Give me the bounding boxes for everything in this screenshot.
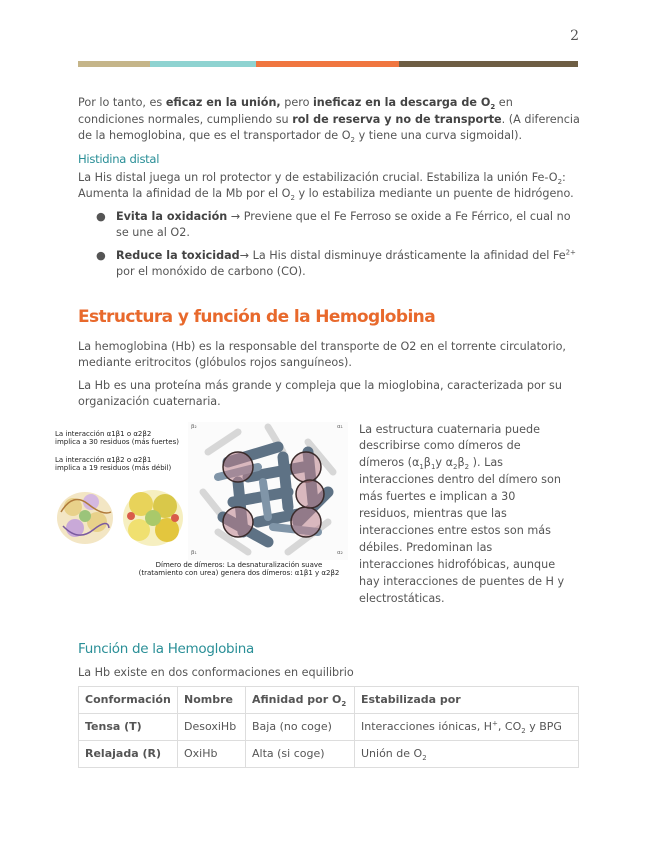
- table-header-row: [79, 686, 579, 713]
- dimer-ribbon-left-icon: [57, 492, 113, 544]
- bullet-icon: ●: [96, 248, 106, 262]
- text-run: La interacción α1β2 o α2β1: [55, 455, 152, 464]
- text-run: Por lo tanto, es: [78, 96, 166, 109]
- subscript: 2: [557, 177, 563, 186]
- funcion-heading: Función de la Hemoglobina: [78, 641, 254, 658]
- color-bar-segment: [78, 61, 150, 67]
- subscript: 2: [290, 194, 295, 203]
- histidina-paragraph: [78, 170, 580, 203]
- subscript: 2: [422, 754, 427, 763]
- subunit-label: β₁: [191, 549, 197, 556]
- text-run: Interacciones iónicas, H: [361, 720, 493, 734]
- text-run: (tratamiento con urea) genera dos dímeros: α1β1 y α2β2: [138, 569, 340, 577]
- table-cell: Relajada (R): [79, 740, 178, 767]
- table-cell: [355, 713, 579, 740]
- funcion-intro: La Hb existe en dos conformaciones en equilibrio: [78, 666, 354, 680]
- list-item: [78, 248, 580, 281]
- superscript: 2+: [565, 247, 576, 256]
- hemoglobina-paragraph-2: La Hb es una proteína más grande y compleja que la mioglobina, caracterizada por su organización cuaternaria.: [78, 378, 562, 408]
- subscript: 2: [452, 463, 458, 472]
- text-run: ). Las interacciones dentro del dímero son más fuertes e implican a 30 residuos, mientras que las interacciones entre estos son más débiles. Predominan las interacciones hidrofóbicas, aunque hay interacciones de puentes de H y electrostáticas.: [359, 456, 565, 605]
- intro-paragraph: [78, 95, 580, 145]
- bold-run: Reduce la toxicidad: [116, 248, 240, 262]
- page-number: 2: [570, 28, 579, 44]
- hemoglobin-figure-row: [55, 422, 580, 608]
- conformation-table: [78, 686, 579, 768]
- figure-caption: [133, 561, 345, 578]
- text-run: . (A diferencia de la hemoglobina, que es el transportador de O: [78, 112, 580, 142]
- text-run: implica a 19 residuos (más débil): [55, 464, 172, 472]
- subunit-label: β₂: [191, 423, 197, 430]
- bold-run: Evita la oxidación: [116, 209, 228, 223]
- color-bar-segment: [399, 61, 578, 67]
- small-protein-illustrations: [53, 482, 188, 552]
- text-run: y BPG: [525, 720, 562, 734]
- table-cell: Baja (no coge): [246, 713, 355, 740]
- hemoglobin-figure: [53, 422, 343, 582]
- text-run: y α: [435, 456, 453, 470]
- subscript: 2: [490, 103, 496, 112]
- text-run: en condiciones normales, cumpliendo su: [78, 96, 513, 126]
- subscript: 2: [341, 700, 347, 709]
- column-header: Estabilizada por: [355, 686, 579, 713]
- column-header: [246, 686, 355, 713]
- text-run: La estructura cuaternaria puede describirse como dímeros de dímeros (α: [359, 422, 540, 470]
- text-run: y tiene una curva sigmoidal).: [355, 129, 522, 142]
- text-run: y lo estabiliza mediante un puente de hidrógeno.: [294, 187, 574, 200]
- text-run: β: [423, 456, 431, 470]
- text-run: Dímero de dímeros: La desnaturalización suave: [155, 560, 323, 569]
- document-body: [55, 95, 580, 768]
- text-run: , CO: [497, 720, 522, 734]
- hemoglobina-paragraph-1: La hemoglobina (Hb) es la responsable del transporte de O2 en el torrente circulatorio, mediante eritrocitos (glóbulos rojos sanguíneos).: [78, 339, 566, 369]
- subscript: 1: [419, 463, 424, 472]
- hemoglobin-tetramer-structure: [188, 422, 348, 560]
- subscript: 2: [464, 463, 470, 472]
- figure-label-weak: [55, 456, 171, 473]
- text-run: Unión de O: [361, 747, 423, 761]
- bold-run: rol de reserva y no de transporte: [292, 112, 502, 126]
- subscript: 2: [521, 727, 526, 736]
- text-run: implica a 30 residuos (más fuertes): [55, 438, 179, 446]
- table-cell: DesoxiHb: [178, 713, 246, 740]
- text-run: La interacción α1β1 o α2β2: [55, 429, 152, 438]
- list-item: [78, 209, 580, 242]
- text-run: por el monóxido de carbono (CO).: [116, 265, 306, 278]
- quaternary-structure-text: [359, 422, 569, 608]
- tetramer-ribbon-right-icon: [123, 490, 183, 546]
- bold-run: eficaz en la unión,: [165, 96, 281, 109]
- table-row: [79, 713, 579, 740]
- table-cell: Alta (si coge): [246, 740, 355, 767]
- subunit-label: α₂: [337, 549, 343, 556]
- subscript: 1: [430, 463, 436, 472]
- table-row: [79, 740, 579, 767]
- text-run: La His distal juega un rol protector y de estabilización crucial. Estabiliza la unión Fe-O: [78, 170, 558, 184]
- text-run: Afinidad por O: [252, 693, 342, 707]
- column-header: Conformación: [79, 686, 178, 713]
- superscript: +: [492, 719, 498, 728]
- text-run: β: [457, 456, 465, 470]
- header-color-bar: [78, 61, 578, 67]
- hemoglobina-section-heading: Estructura y función de la Hemoglobina: [78, 306, 436, 327]
- text-run: → La His distal disminuye drásticamente la afinidad del Fe: [239, 248, 566, 262]
- text-run: ineficaz en la descarga de O: [312, 96, 491, 109]
- column-header: Nombre: [178, 686, 246, 713]
- subscript: 2: [350, 136, 356, 145]
- color-bar-segment: [256, 61, 399, 67]
- figure-label-strong: [55, 430, 179, 447]
- text-run: pero: [280, 96, 313, 109]
- bullet-icon: ●: [96, 209, 106, 223]
- table-cell: Tensa (T): [79, 713, 178, 740]
- text-run: : Aumenta la afinidad de la Mb por el O: [78, 170, 566, 200]
- histidina-bullet-list: [78, 209, 580, 281]
- table-cell: [355, 740, 579, 767]
- subunit-label: α₁: [337, 423, 343, 430]
- histidina-heading: Histidina distal: [78, 151, 160, 166]
- text-run: → Previene que el Fe Ferroso se oxide a Fe Férrico, el cual no se une al O2.: [116, 209, 571, 239]
- color-bar-segment: [150, 61, 256, 67]
- table-cell: OxiHb: [178, 740, 246, 767]
- bold-run: [312, 96, 496, 112]
